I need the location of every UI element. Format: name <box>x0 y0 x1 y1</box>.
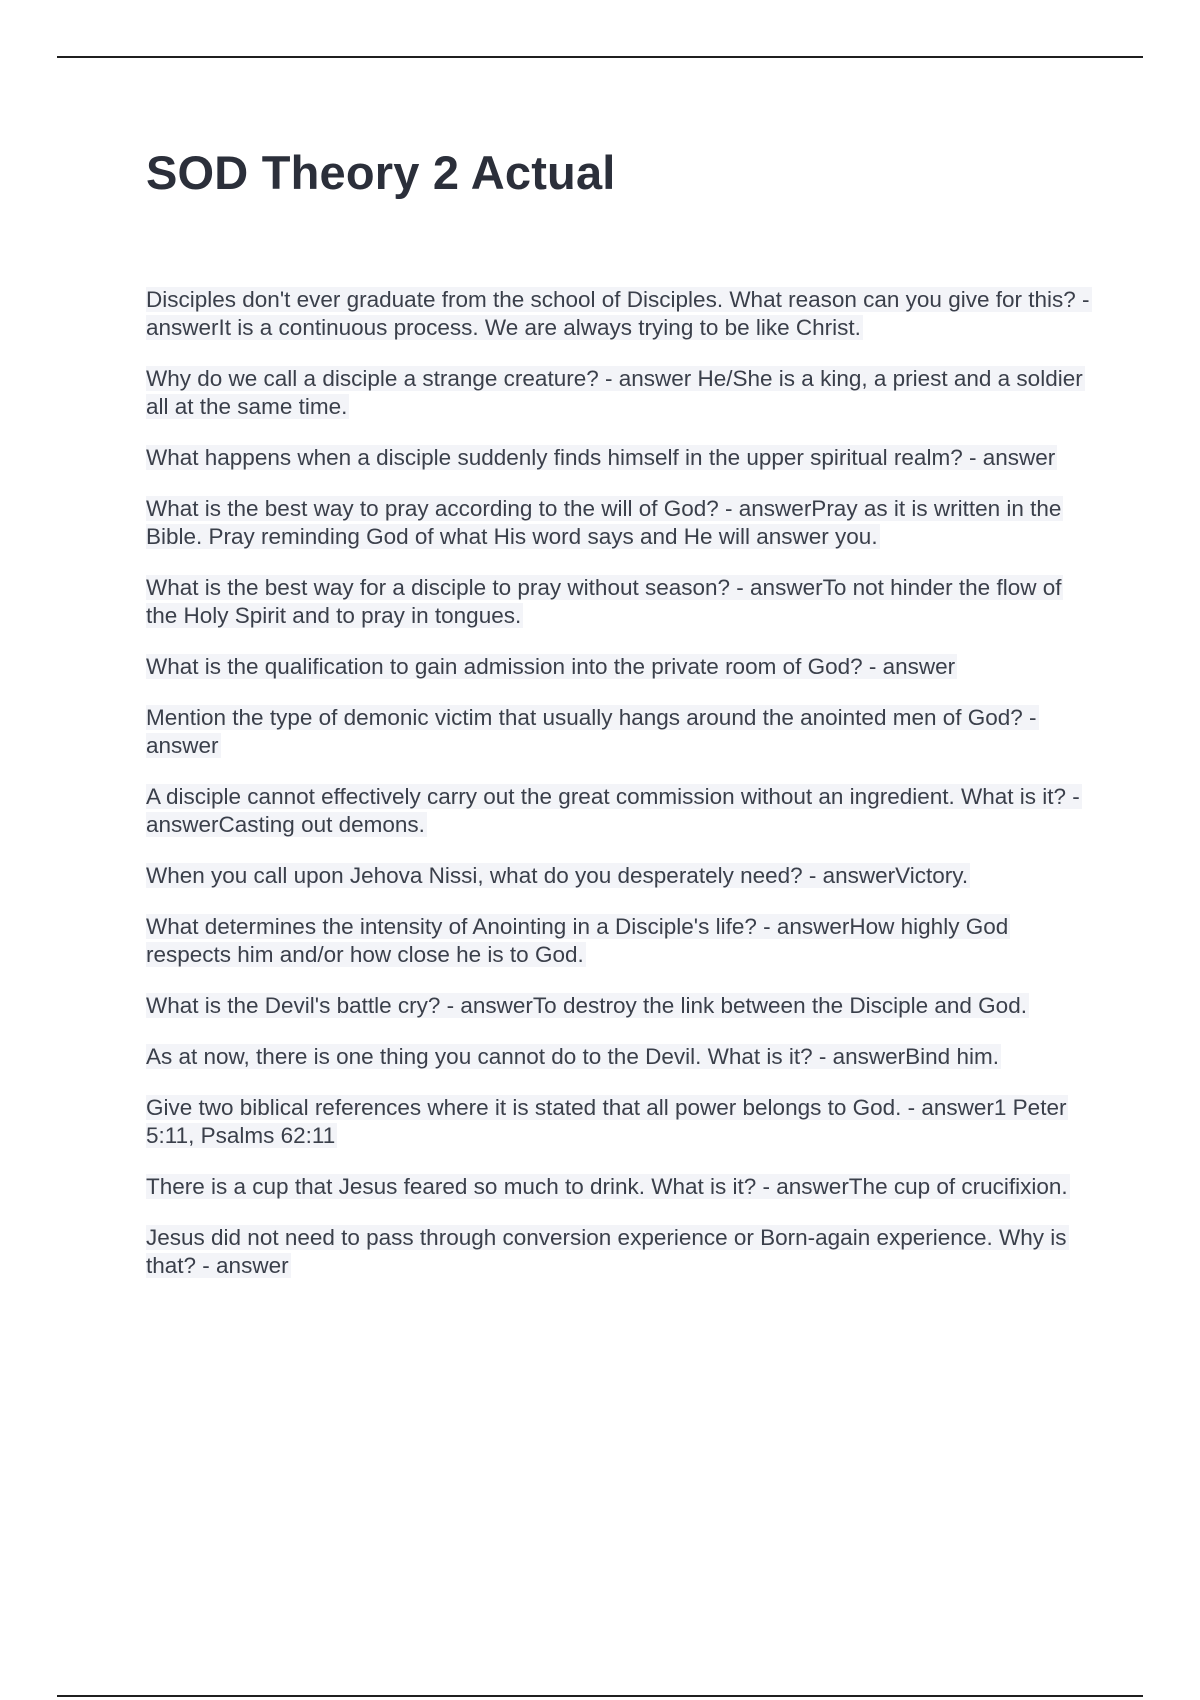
qa-item <box>146 862 1092 890</box>
qa-item <box>146 1224 1092 1280</box>
qa-item <box>146 783 1092 839</box>
qa-item <box>146 992 1092 1020</box>
qa-text: What is the qualification to gain admission into the private room of God? - answer <box>146 654 956 679</box>
qa-text: As at now, there is one thing you cannot do to the Devil. What is it? - answerBind him. <box>146 1044 999 1069</box>
qa-text: What is the Devil's battle cry? - answerTo destroy the link between the Disciple and God. <box>146 993 1027 1018</box>
qa-item <box>146 653 1092 681</box>
qa-text: A disciple cannot effectively carry out the great commission without an ingredient. What is it? - answerCasting out demons. <box>146 784 1080 837</box>
qa-text: What is the best way for a disciple to pray without season? - answerTo not hinder the flow of the Holy Spirit and to pray in tongues. <box>146 575 1062 628</box>
qa-text: There is a cup that Jesus feared so much to drink. What is it? - answerThe cup of crucifixion. <box>146 1174 1068 1199</box>
qa-text: Give two biblical references where it is stated that all power belongs to God. - answer1 Peter 5:11, Psalms 62:11 <box>146 1095 1067 1148</box>
qa-item <box>146 444 1092 472</box>
qa-item <box>146 495 1092 551</box>
qa-item <box>146 1173 1092 1201</box>
qa-item <box>146 1094 1092 1150</box>
qa-item <box>146 1043 1092 1071</box>
qa-list <box>146 286 1092 1303</box>
qa-text: Why do we call a disciple a strange creature? - answer He/She is a king, a priest and a soldier all at the same time. <box>146 366 1083 419</box>
qa-text: Jesus did not need to pass through conversion experience or Born-again experience. Why is that? - answer <box>146 1225 1067 1278</box>
qa-item <box>146 704 1092 760</box>
qa-item <box>146 286 1092 342</box>
qa-text: What is the best way to pray according to the will of God? - answerPray as it is written in the Bible. Pray reminding God of what His word says and He will answer you. <box>146 496 1062 549</box>
qa-item <box>146 365 1092 421</box>
bottom-divider <box>57 1695 1143 1697</box>
page-title: SOD Theory 2 Actual <box>146 146 616 199</box>
qa-text: Mention the type of demonic victim that usually hangs around the anointed men of God? - answer <box>146 705 1037 758</box>
qa-text: Disciples don't ever graduate from the school of Disciples. What reason can you give for this? - answerIt is a continuous process. We are always trying to be like Christ. <box>146 287 1090 340</box>
top-divider <box>57 56 1143 58</box>
qa-text: What happens when a disciple suddenly finds himself in the upper spiritual realm? - answer <box>146 445 1056 470</box>
qa-item <box>146 913 1092 969</box>
qa-text: When you call upon Jehova Nissi, what do you desperately need? - answerVictory. <box>146 863 969 888</box>
qa-text: What determines the intensity of Anointing in a Disciple's life? - answerHow highly God respects him and/or how close he is to God. <box>146 914 1009 967</box>
qa-item <box>146 574 1092 630</box>
